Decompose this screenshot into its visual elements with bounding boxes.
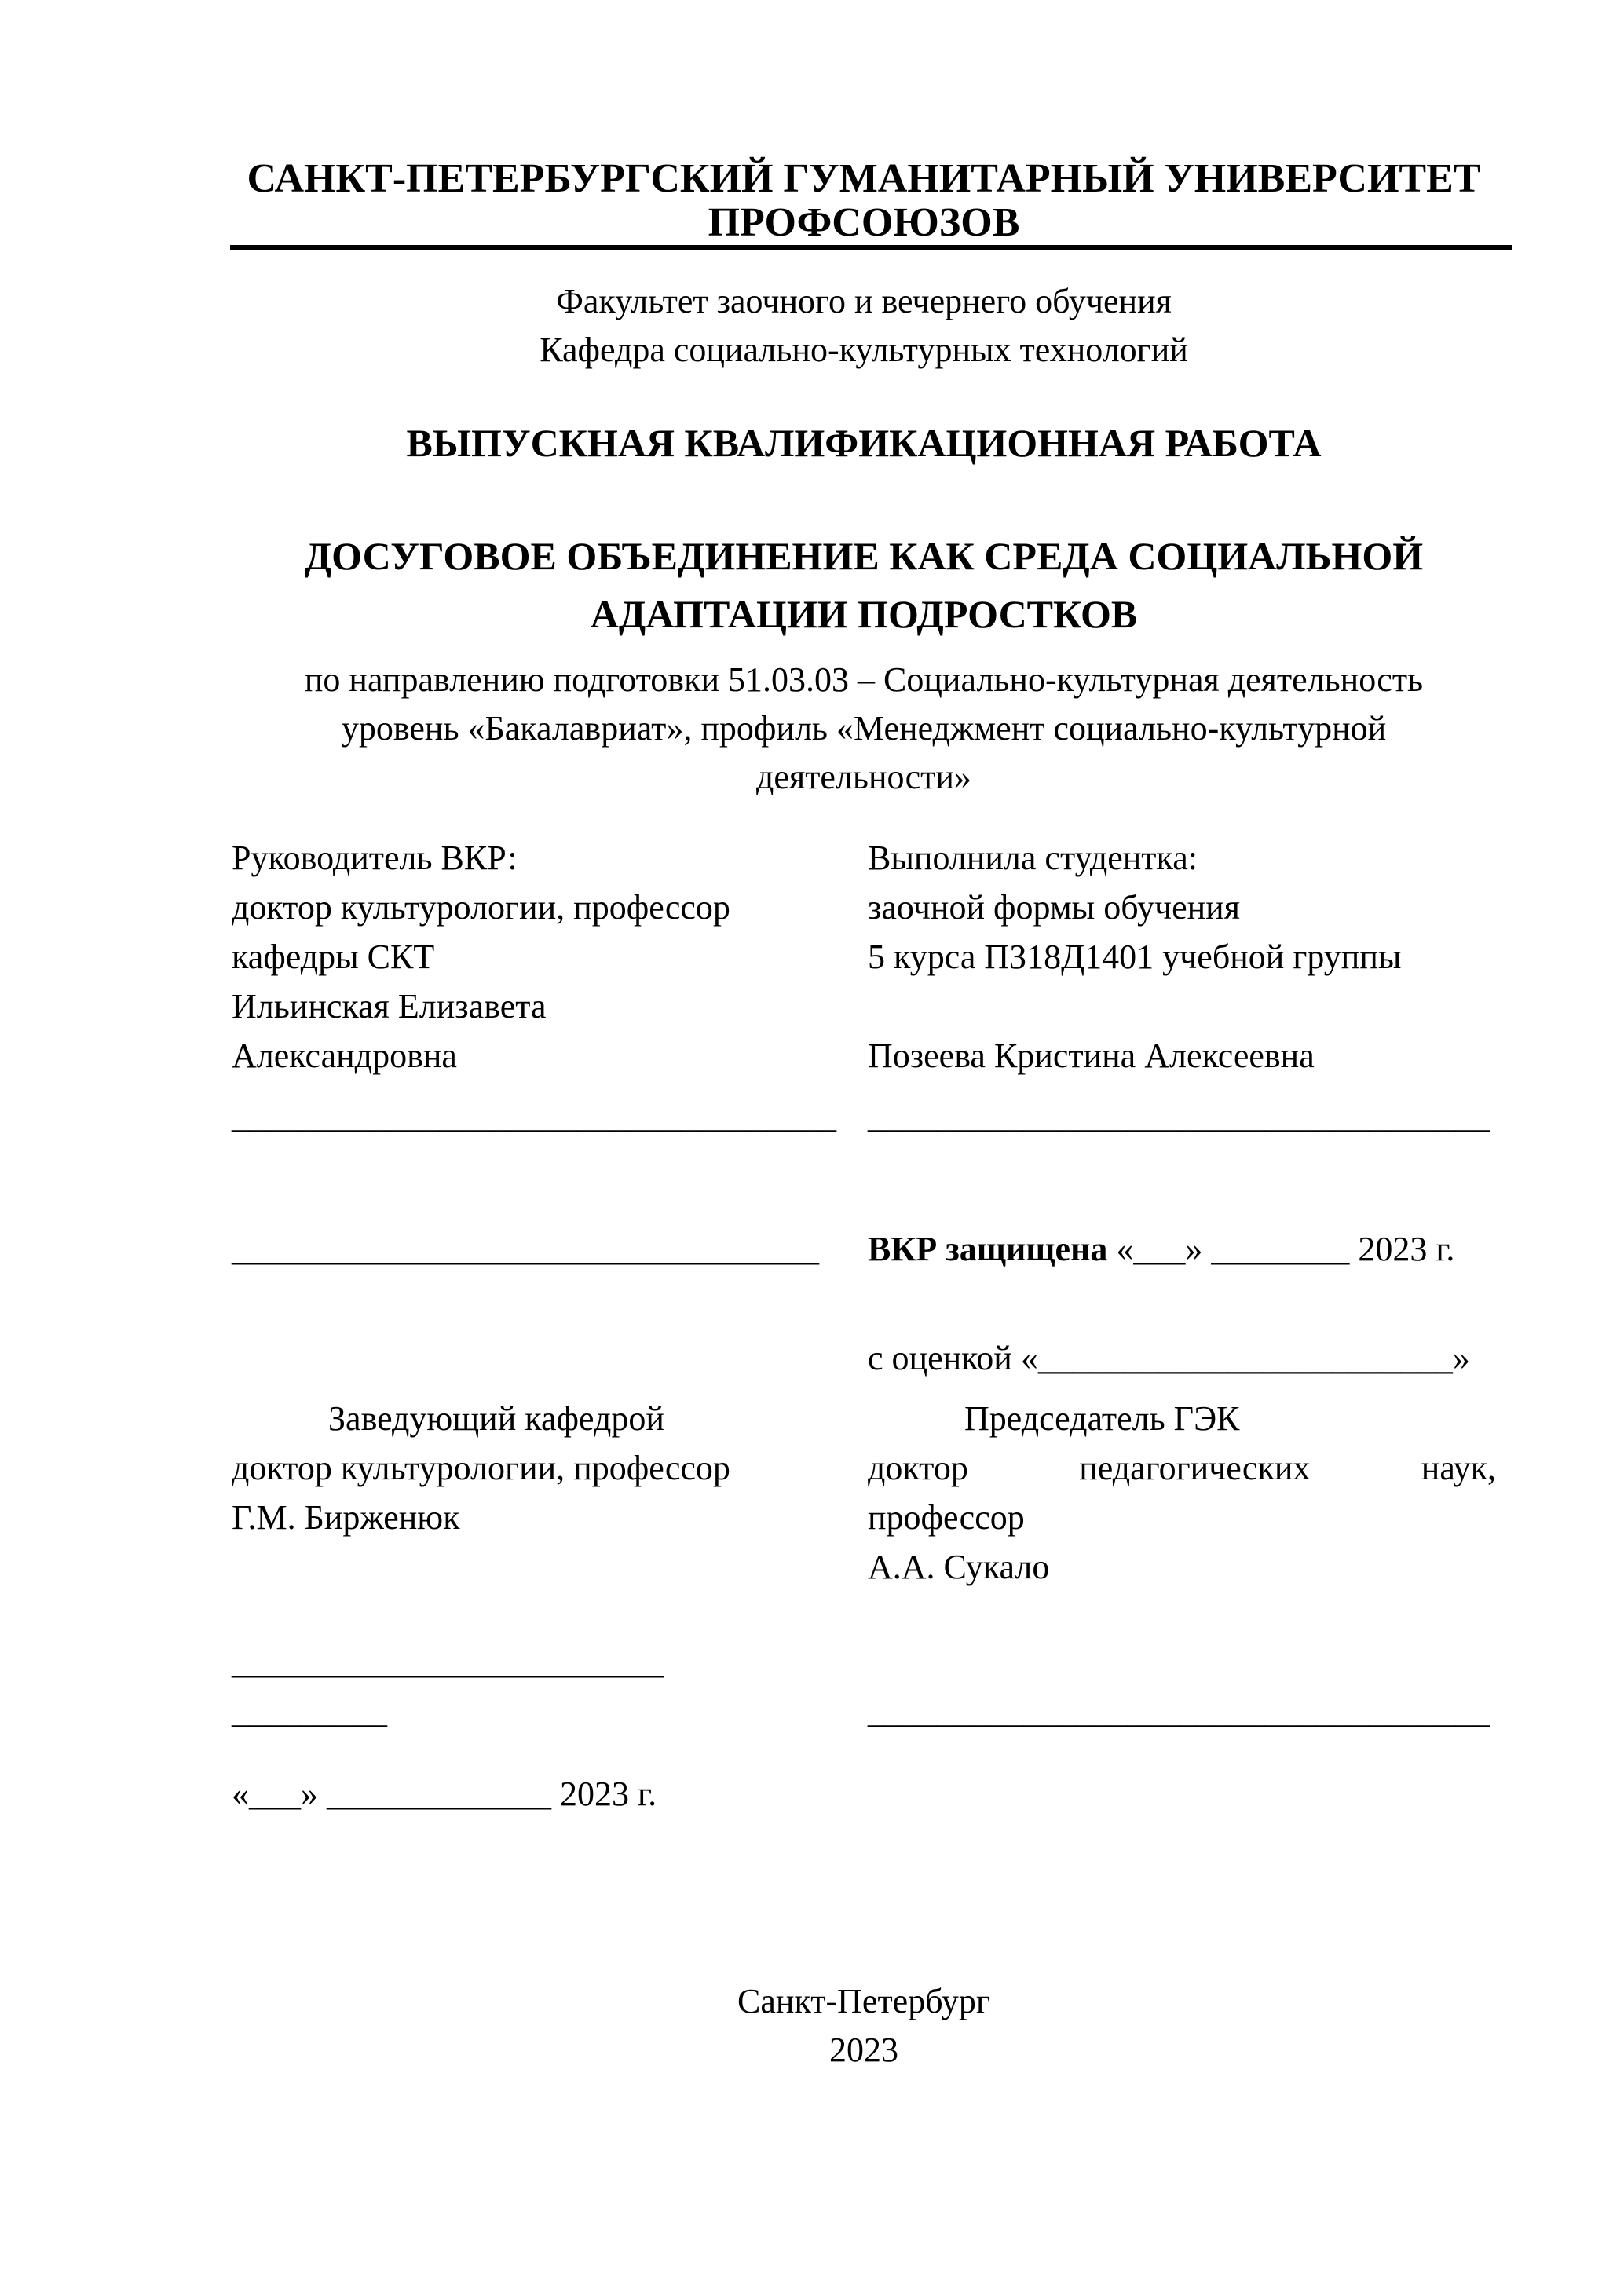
header-rule	[230, 245, 1512, 250]
student-group: 5 курса ПЗ18Д1401 учебной группы	[868, 938, 1402, 976]
thesis-title-line2: АДАПТАЦИИ ПОДРОСТКОВ	[590, 592, 1138, 636]
secondary-signature-line: __________________________________	[232, 1230, 819, 1268]
university-name-line1: САНКТ-ПЕТЕРБУРГСКИЙ ГУМАНИТАРНЫЙ УНИВЕРСИТЕТ	[247, 156, 1481, 201]
department-line: Кафедра социально-культурных технологий	[540, 331, 1188, 369]
thesis-title	[232, 527, 1496, 643]
student-name: Позеева Кристина Алексеевна	[868, 1036, 1315, 1075]
program-line1: по направлению подготовки 51.03.03 – Социально-культурная деятельность	[304, 660, 1424, 699]
supervisor-name-line2: Александровна	[232, 1036, 457, 1075]
chair-degree-2: профессор	[868, 1498, 1025, 1537]
defense-row	[232, 1224, 1496, 1274]
signature-row	[232, 1091, 1496, 1141]
blank-line	[868, 1637, 1496, 1687]
program-info	[232, 656, 1496, 802]
chair-signature-block	[868, 1637, 1496, 1736]
footer-year: 2023	[829, 2031, 898, 2069]
thesis-title-line1: ДОСУГОВОЕ ОБЪЕДИНЕНИЕ КАК СРЕДА СОЦИАЛЬНОЙ	[304, 534, 1424, 578]
grade-blank: ________________________	[1037, 1339, 1453, 1377]
faculty-line: Факультет заочного и вечернего обучения	[556, 282, 1172, 320]
faculty-block	[232, 277, 1496, 375]
student-study-form: заочной формы обучения	[868, 888, 1240, 927]
footer-city: Санкт-Петербург	[737, 1982, 990, 2020]
supervisor-label: Руководитель ВКР:	[232, 839, 518, 877]
blank-line	[868, 982, 1496, 1031]
student-signature-line: ____________________________________	[868, 1097, 1490, 1135]
university-header	[232, 157, 1496, 245]
chair-title: Председатель ГЭК	[964, 1399, 1240, 1438]
department-head-column	[232, 1394, 835, 1592]
head-title: Заведующий кафедрой	[328, 1399, 664, 1438]
head-degree: доктор культурологии, профессор	[232, 1449, 730, 1487]
chair-signature-line: ____________________________________	[868, 1692, 1490, 1731]
supervisor-column	[232, 833, 835, 1080]
gek-chair-column	[868, 1394, 1496, 1592]
student-column	[868, 833, 1496, 1080]
supervisor-name-line1: Ильинская Елизавета	[232, 987, 547, 1026]
defense-label: ВКР защищена	[868, 1230, 1108, 1268]
head-signature-block	[232, 1637, 835, 1736]
supervisor-signature-line: ___________________________________	[232, 1097, 836, 1135]
grade-prefix: с оценкой «	[868, 1339, 1038, 1377]
supervisor-department: кафедры СКТ	[232, 938, 435, 976]
defense-date-blank: «___» ________ 2023 г.	[1107, 1230, 1455, 1268]
chair-name: А.А. Сукало	[868, 1548, 1050, 1586]
work-type-heading: ВЫПУСКНАЯ КВАЛИФИКАЦИОННАЯ РАБОТА	[406, 421, 1322, 465]
head-signature-line-1: _________________________	[232, 1643, 664, 1681]
chair-degree: доктор педагогических наук,	[868, 1449, 1496, 1487]
bottom-signatures	[232, 1637, 1496, 1736]
program-line3: деятельности»	[756, 758, 971, 796]
supervisor-degree: доктор культурологии, профессор	[232, 888, 730, 927]
head-name: Г.М. Бирженюк	[232, 1498, 460, 1537]
defense-statement	[868, 1224, 1496, 1274]
people-block	[232, 833, 1496, 1080]
program-line2: уровень «Бакалавриат», профиль «Менеджмент социально-культурной	[341, 709, 1387, 748]
footer	[232, 1977, 1496, 2075]
officials-block	[232, 1394, 1496, 1592]
student-label: Выполнила студентка:	[868, 839, 1198, 877]
grade-suffix: »	[1452, 1339, 1470, 1377]
grade-line	[868, 1333, 1496, 1383]
head-signature-line-2: _________	[232, 1692, 387, 1731]
university-name-line2: ПРОФСОЮЗОВ	[708, 200, 1020, 245]
head-date-line: «___» _____________ 2023 г.	[232, 1775, 657, 1813]
